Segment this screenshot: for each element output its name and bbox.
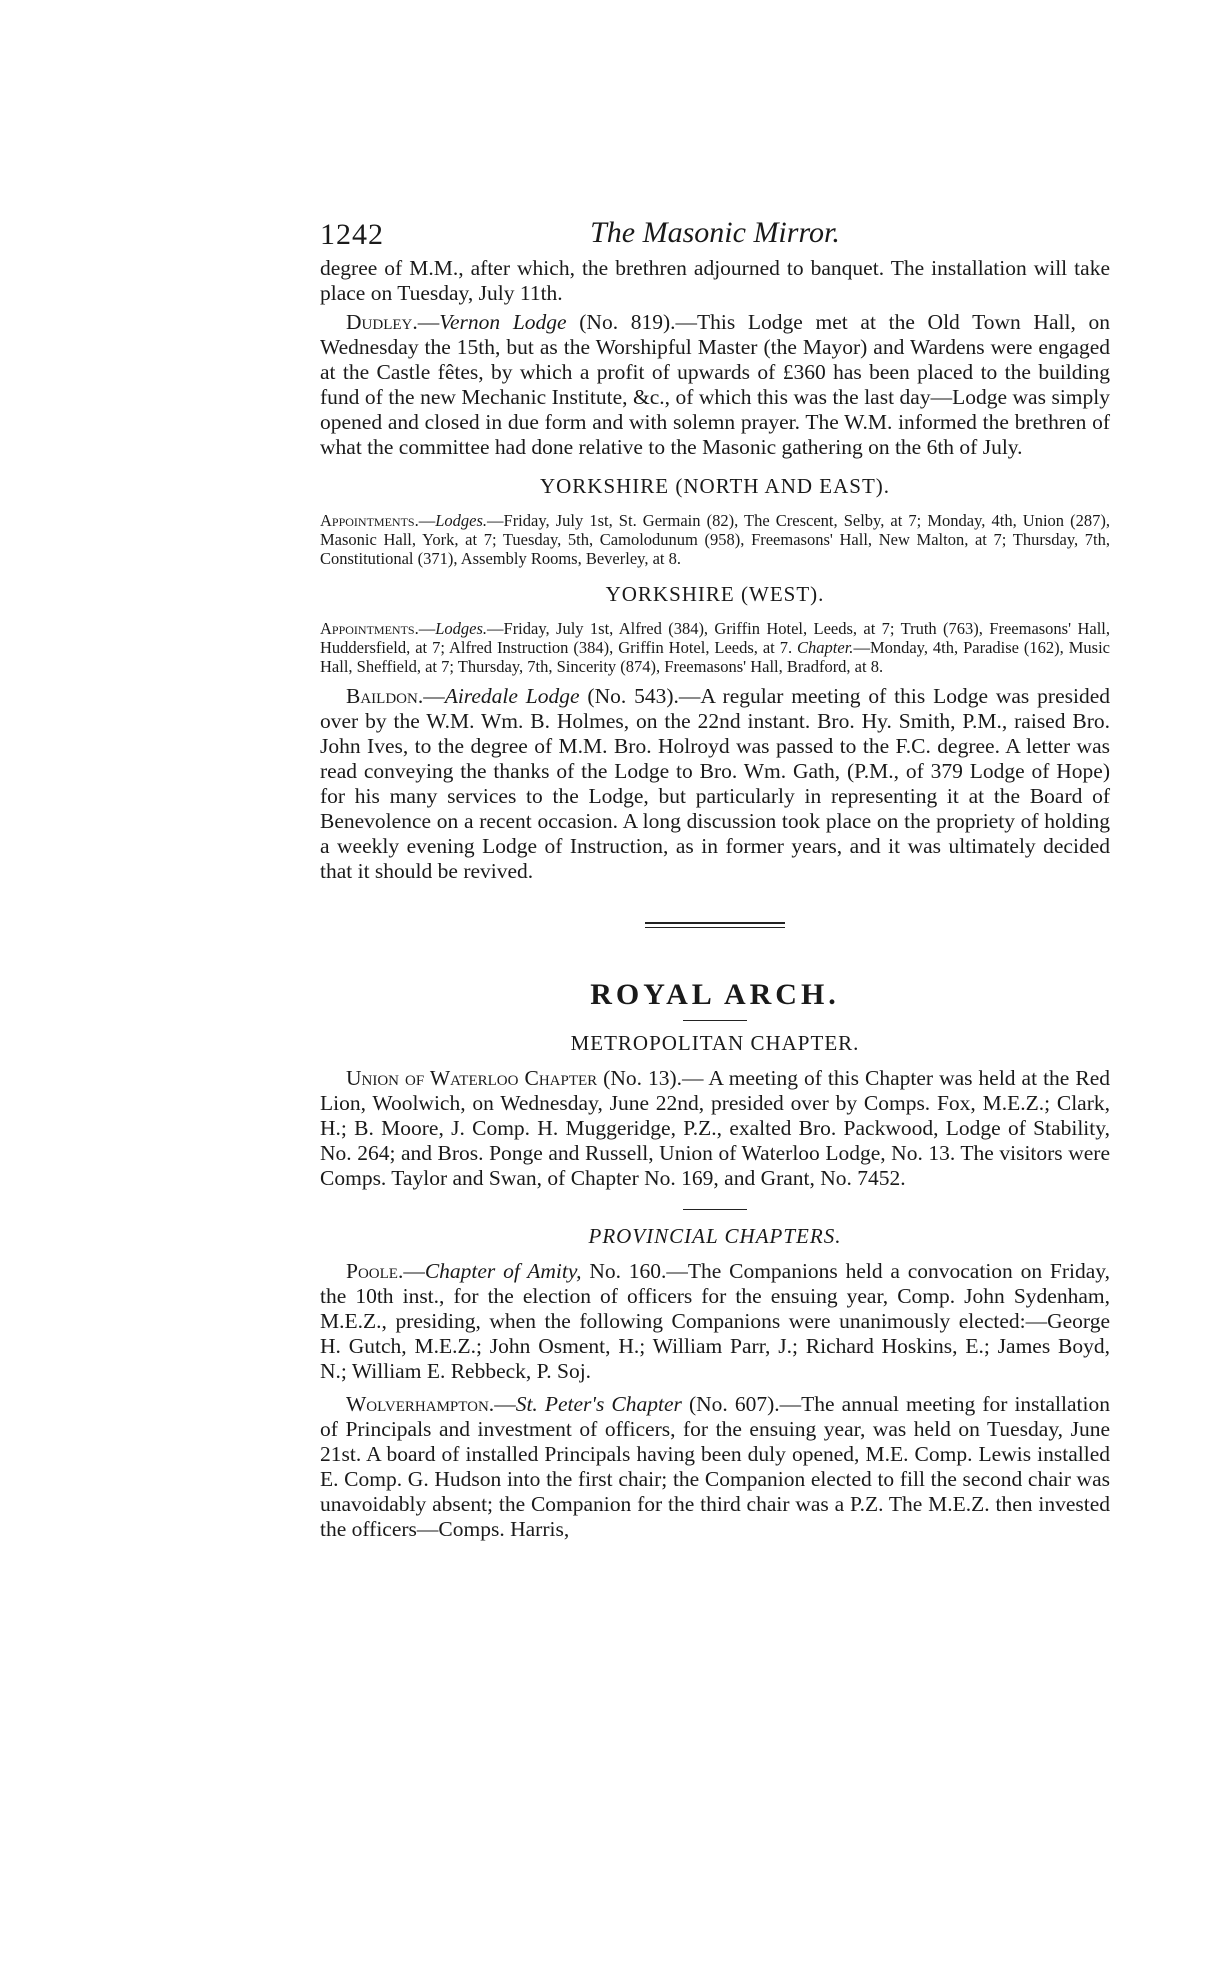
appointments-label-west: Appointments. bbox=[320, 619, 419, 638]
appointments-label-ne: Appointments. bbox=[320, 511, 419, 530]
section-divider bbox=[645, 922, 785, 928]
baildon-text: (No. 543).—A regular meeting of this Lodge was presided over by the W.M. Wm. B. Holmes, on the 22nd instant. Bro. Hy. Smith, P.M., raised Bro. John Ives, to the degree of M.M. Bro. Holroyd was passed to the F.C. degree. A letter was read conveying the thanks of the Lodge to Bro. Wm. Gath, (P.M., of 379 Lodge of Hope) for his many services to the Lodge, but particularly in representing it at the Board of Benevolence on a recent occasion. A long discussion took place on the propriety of holding a weekly evening Lodge of Instruction, as in former years, and it was ultimately decided that it should be revived. bbox=[320, 684, 1110, 883]
paragraph-dudley: Dudley.—Vernon Lodge (No. 819).—This Lodge met at the Old Town Hall, on Wednesday the 15th, but as the Worshipful Master (the Mayor) and Wardens were engaged at the Castle fêtes, by which a profit of upwards of £360 has been placed to the building fund of the new Mechanic Institute, &c., of which this was the last day—Lodge was simply opened and closed in due form and with solemn prayer. The W.M. informed the brethren of what the committee had done relative to the Masonic gathering on the 6th of July. bbox=[320, 310, 1110, 459]
paragraph-baildon: Baildon.—Airedale Lodge (No. 543).—A regular meeting of this Lodge was presided over by the W.M. Wm. B. Holmes, on the 22nd instant. Bro. Hy. Smith, P.M., raised Bro. John Ives, to the degree of M.M. Bro. Holroyd was passed to the F.C. degree. A letter was read conveying the thanks of the Lodge to Bro. Wm. Gath, (P.M., of 379 Lodge of Hope) for his many services to the Lodge, but particularly in representing it at the Board of Benevolence on a recent occasion. A long discussion took place on the propriety of holding a weekly evening Lodge of Instruction, as in former years, and it was ultimately decided that it should be revived. bbox=[320, 684, 1110, 883]
lodges-label-west: Lodges. bbox=[435, 619, 488, 638]
paragraph-poole: Poole.—Chapter of Amity, No. 160.—The Companions held a convocation on Friday, the 10th inst., for the election of officers for the ensuing year, Comp. John Sydenham, M.E.Z., presiding, when the following Companions were unanimously elected:—George H. Gutch, M.E.Z.; John Osment, H.; William Parr, J.; Richard Hoskins, E.; James Boyd, N.; William E. Rebbeck, P. Soj. bbox=[320, 1259, 1110, 1383]
dudley-text: (No. 819).—This Lodge met at the Old Town Hall, on Wednesday the 15th, but as the Worshipful Master (the Mayor) and Wardens were engaged at the Castle fêtes, by which a profit of upwards of £360 has been placed to the building fund of the new Mechanic Institute, &c., of which this was the last day—Lodge was simply opened and closed in due form and with solemn prayer. The W.M. informed the brethren of what the committee had done relative to the Masonic gathering on the 6th of July. bbox=[320, 310, 1110, 459]
paragraph-continuation bbox=[320, 256, 1110, 306]
poole-place: Poole. bbox=[346, 1259, 404, 1283]
appointments-text-ne: —Friday, July 1st, St. Germain (82), The Crescent, Selby, at 7; Monday, 4th, Union (287), Masonic Hall, York, at 7; Tuesday, 5th, Camolodunum (958), Freemasons' Hall, New Malton, at 7; Thursday, 7th, Constitutional (371), Assembly Rooms, Beverley, at 8. bbox=[320, 511, 1110, 568]
waterloo-chapter-name: Union of Waterloo Chapter bbox=[346, 1066, 598, 1090]
appointments-text-west-2: —Monday, 4th, Paradise (162), Music Hall, Sheffield, at 7; Thursday, 7th, Sincerity (874), Freemasons' Hall, Bradford, at 8. bbox=[320, 638, 1110, 676]
waterloo-text: (No. 13).— A meeting of this Chapter was held at the Red Lion, Woolwich, on Wednesday, June 22nd, presided over by Comps. Fox, M.E.Z.; Clark, H.; B. Moore, J. Comp. H. Muggeridge, P.Z., exalted Bro. Packwood, Lodge of Stability, No. 264; and Bros. Ponge and Russell, Union of Waterloo Lodge, No. 13. The visitors were Comps. Taylor and Swan, of Chapter No. 169, and Grant, No. 7452. bbox=[320, 1066, 1110, 1190]
running-title: The Masonic Mirror. bbox=[590, 216, 840, 249]
paragraph-wolverhampton: Wolverhampton.—St. Peter's Chapter (No. 607).—The annual meeting for installation of Principals and investment of officers, for the ensuing year, was held on Tuesday, June 21st. A board of installed Principals having been duly opened, M.E. Comp. Lewis installed E. Comp. G. Hudson into the first chair; the Companion elected to fill the second chair was unavoidably absent; the Companion for the third chair was a P.Z. The M.E.Z. then invested the officers—Comps. Harris, bbox=[320, 1392, 1110, 1541]
divider-rule bbox=[683, 1209, 747, 1210]
paragraph-appointments-west: Appointments.—Lodges.—Friday, July 1st, Alfred (384), Griffin Hotel, Leeds, at 7; Truth (763), Freemasons' Hall, Huddersfield, at 7; Alfred Instruction (384), Griffin Hotel, Leeds, at 7. Chapter.—Monday, 4th, Paradise (162), Music Hall, Sheffield, at 7; Thursday, 7th, Sincerity (874), Freemasons' Hall, Bradford, at 8. bbox=[320, 619, 1110, 676]
dudley-lodge: Vernon Lodge bbox=[439, 310, 567, 334]
baildon-place: Baildon. bbox=[346, 684, 424, 708]
appointments-text-west-1: —Friday, July 1st, Alfred (384), Griffin Hotel, Leeds, at 7; Truth (763), Freemasons' Hall, Huddersfield, at 7; Alfred Instruction (384), Griffin Hotel, Leeds, at 7. bbox=[320, 619, 1110, 657]
lodges-label-ne: Lodges. bbox=[435, 511, 488, 530]
heading-yorkshire-north-east: YORKSHIRE (NORTH AND EAST). bbox=[539, 474, 891, 498]
page-header bbox=[320, 200, 1110, 256]
paragraph-appointments-ne: Appointments.—Lodges.—Friday, July 1st, St. Germain (82), The Crescent, Selby, at 7; Monday, 4th, Union (287), Masonic Hall, York, at 7; Tuesday, 5th, Camolodunum (958), Freemasons' Hall, New Malton, at 7; Thursday, 7th, Constitutional (371), Assembly Rooms, Beverley, at 8. bbox=[320, 511, 1110, 568]
heading-royal-arch: ROYAL ARCH. bbox=[590, 978, 840, 1011]
baildon-lodge: Airedale Lodge bbox=[444, 684, 580, 708]
chapter-label-west: Chapter. bbox=[797, 638, 854, 657]
paragraph-waterloo bbox=[320, 1066, 1110, 1191]
heading-provincial-chapters: PROVINCIAL CHAPTERS. bbox=[588, 1224, 842, 1248]
continuation-text: degree of M.M., after which, the brethren adjourned to banquet. The installation will take place on Tuesday, July 11th. bbox=[320, 256, 1110, 305]
wolverhampton-chapter: St. Peter's Chapter bbox=[515, 1392, 682, 1416]
poole-text: No. 160.—The Companions held a convocation on Friday, the 10th inst., for the election of officers for the ensuing year, Comp. John Sydenham, M.E.Z., presiding, when the following Companions were unanimously elected:—George H. Gutch, M.E.Z.; John Osment, H.; William Parr, J.; Richard Hoskins, E.; James Boyd, N.; William E. Rebbeck, P. Soj. bbox=[320, 1259, 1110, 1383]
wolverhampton-place: Wolverhampton. bbox=[346, 1392, 495, 1416]
heading-metropolitan-chapter: METROPOLITAN CHAPTER. bbox=[570, 1031, 860, 1055]
heading-rule bbox=[683, 1020, 747, 1021]
page bbox=[320, 200, 1110, 1542]
poole-chapter: Chapter of Amity, bbox=[424, 1259, 582, 1283]
wolverhampton-text: (No. 607).—The annual meeting for installation of Principals and investment of officers, for the ensuing year, was held on Tuesday, June 21st. A board of installed Principals having been duly opened, M.E. Comp. Lewis installed E. Comp. G. Hudson into the first chair; the Companion elected to fill the second chair was unavoidably absent; the Companion for the third chair was a P.Z. The M.E.Z. then invested the officers—Comps. Harris, bbox=[320, 1392, 1110, 1541]
page-number: 1242 bbox=[320, 218, 384, 251]
heading-yorkshire-west: YORKSHIRE (WEST). bbox=[605, 582, 825, 606]
dudley-place: Dudley. bbox=[346, 310, 418, 334]
